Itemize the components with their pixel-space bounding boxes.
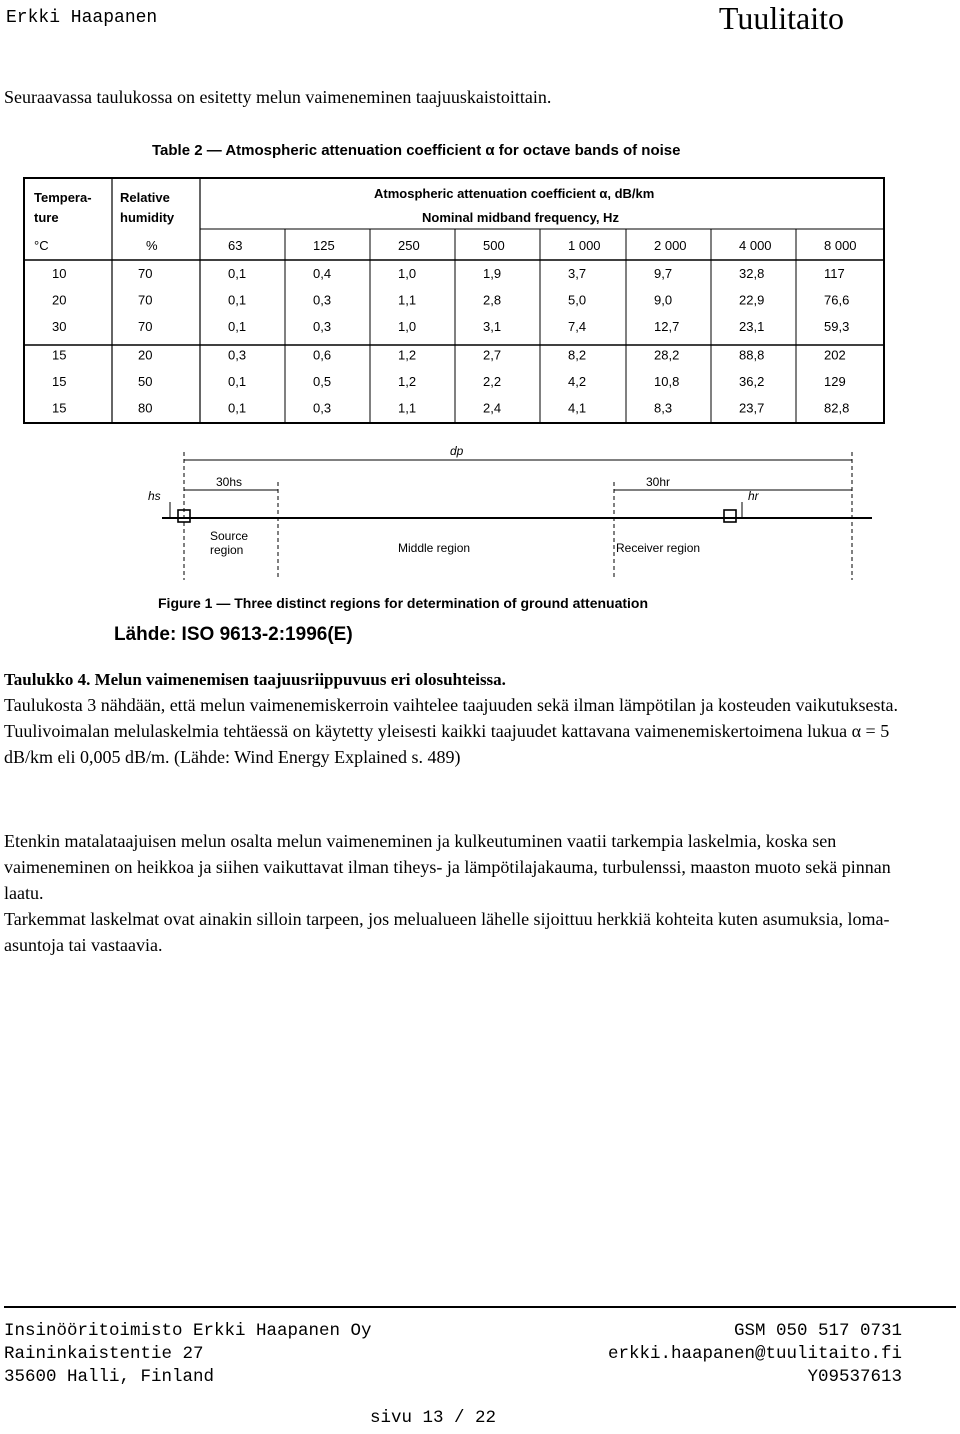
footer-ytunnus: Y09537613: [807, 1367, 902, 1387]
freq-header: 125: [313, 238, 335, 253]
table-cell: 0,5: [313, 374, 332, 389]
source-region-line1: Source: [210, 529, 249, 543]
hs-label: hs: [148, 489, 161, 503]
freq-header: 8 000: [824, 238, 857, 253]
middle-region-label: Middle region: [398, 541, 471, 555]
table-cell: 22,9: [739, 292, 765, 308]
scanned-figure: [22, 130, 888, 650]
paragraph-2b: Tarkemmat laskelmat ovat ainakin silloin tarpeen, jos melualueen lähelle sijoittuu herkkiä kohteita kuten asumuksia, loma-asuntoja tai vastaavia.: [4, 909, 890, 955]
table-cell: 10: [52, 266, 67, 281]
intro-text: Seuraavassa taulukossa on esitetty melun vaimeneminen taajuuskaistoittain.: [4, 87, 552, 107]
table-cell: 5,0: [568, 292, 587, 308]
table-cell: 1,2: [398, 374, 417, 389]
table-cell: 15: [52, 374, 67, 389]
hr-label: hr: [748, 489, 759, 503]
table-cell: 129: [824, 374, 846, 389]
table-cell: 9,7: [654, 266, 673, 281]
footer-street: Raininkaistentie 27: [4, 1344, 204, 1364]
freq-title: Nominal midband frequency, Hz: [422, 210, 619, 225]
table-cell: 3,7: [568, 266, 587, 281]
table-cell: 117: [824, 266, 845, 281]
table-cell: 80: [138, 400, 153, 416]
table-row: [52, 348, 846, 363]
table-cell: 4,2: [568, 374, 587, 389]
table-cell: 0,6: [313, 347, 332, 363]
col-humidity-line2: humidity: [120, 210, 175, 225]
footer-divider: [4, 1306, 956, 1308]
table-cell: 8,2: [568, 347, 587, 363]
table-cell: 3,1: [483, 319, 502, 334]
footer-right: [608, 1320, 902, 1389]
table-cell: 82,8: [824, 400, 850, 416]
table-cell: 2,2: [483, 374, 502, 389]
footer-email[interactable]: erkki.haapanen@tuulitaito.fi: [607, 1344, 902, 1364]
table-cell: 32,8: [739, 266, 765, 281]
table-cell: 0,1: [228, 319, 247, 334]
footer-phone: GSM 050 517 0731: [733, 1321, 902, 1341]
table-cell: 23,1: [739, 319, 765, 334]
paragraph-2: [4, 828, 904, 958]
table-cell: 50: [138, 374, 153, 389]
figure-source: Lähde: ISO 9613-2:1996(E): [114, 624, 353, 645]
paragraph-2a: Etenkin matalataajuisen melun osalta melun vaimeneminen ja kulkeutuminen vaatii tarkempia laskelmia, koska sen vaimeneminen on heikkoa ja siihen vaikuttavat ilman tiheys- ja lämpötilajakauma, turbulenssi, maaston muoto sekä pinnan laatu.: [4, 831, 891, 903]
table-cell: 70: [138, 292, 153, 308]
table-cell: 9,0: [654, 292, 673, 308]
table-caption: Taulukko 4. Melun vaimenemisen taajuusriippuvuus eri olosuhteissa.: [4, 670, 506, 689]
table-cell: 1,1: [398, 400, 417, 416]
table-cell: 30: [52, 319, 67, 334]
freq-header: 4 000: [739, 238, 772, 253]
col-humidity-line1: Relative: [120, 190, 170, 205]
table-cell: 7,4: [568, 319, 587, 334]
table-title: Table 2 — Atmospheric attenuation coefficient α for octave bands of noise: [152, 142, 681, 159]
table-cell: 2,4: [483, 400, 502, 416]
table-cell: 15: [52, 400, 67, 416]
freq-header: 1 000: [568, 238, 601, 253]
table-cell: 70: [138, 266, 153, 281]
table-cell: 1,9: [483, 266, 502, 281]
hs-distance-label: 30hs: [216, 475, 243, 489]
table-cell: 1,2: [398, 347, 417, 363]
table-row: [52, 319, 849, 334]
table-cell: 0,1: [228, 266, 247, 281]
table-cell: 0,3: [228, 347, 247, 363]
table-row: [52, 293, 849, 308]
col-temp-line1: Tempera-: [34, 190, 92, 205]
table-cell: 15: [52, 347, 67, 363]
table-row: [52, 266, 845, 281]
table-cell: 0,3: [313, 292, 332, 308]
table-cell: 0,1: [228, 374, 247, 389]
table-cell: 1,0: [398, 266, 417, 281]
attenuation-table: [24, 142, 884, 423]
table-cell: 76,6: [824, 292, 850, 308]
freq-header: 63: [228, 238, 243, 253]
freq-header: 250: [398, 238, 420, 253]
freq-header: 500: [483, 238, 505, 253]
table-cell: 2,8: [483, 292, 502, 308]
table-cell: 1,0: [398, 319, 417, 334]
page-number: sivu 13 / 22: [370, 1408, 497, 1428]
footer-city: 35600 Halli, Finland: [4, 1367, 215, 1387]
table-cell: 88,8: [739, 347, 765, 363]
table-cell: 20: [138, 347, 153, 363]
table-cell: 2,7: [483, 347, 502, 363]
table-cell: 4,1: [568, 400, 587, 416]
table-cell: 0,3: [313, 319, 332, 334]
table-cell: 23,7: [739, 400, 765, 416]
paragraph-1: Taulukosta 3 nähdään, että melun vaimenemiskerroin vaihtelee taajuuden sekä ilman lämpötilan ja kosteuden vaikutuksesta. Tuulivoimalan melulaskelmia tehtäessä on käytetty yleisesti kaikki taajuudet kattavana vaimenemiskertoimena lukua α = 5 dB/km eli 0,005 dB/m. (Lähde: Wind Energy Explained s. 489): [4, 695, 898, 767]
hr-distance-label: 30hr: [646, 475, 671, 489]
table-cell: 70: [138, 319, 153, 334]
unit-temp: °C: [34, 238, 49, 253]
table-row: [52, 374, 846, 389]
header-author: Erkki Haapanen: [6, 8, 158, 28]
figure-caption: Figure 1 — Three distinct regions for determination of ground attenuation: [158, 595, 649, 611]
ground-regions-figure: [114, 444, 872, 645]
table-cell: 0,4: [313, 266, 332, 281]
receiver-region-label: Receiver region: [616, 541, 701, 555]
table-cell: 36,2: [739, 374, 765, 389]
table-cell: 20: [52, 292, 67, 308]
header-brand: Tuulitaito: [718, 0, 844, 36]
footer-company: Insinööritoimisto Erkki Haapanen Oy: [4, 1321, 372, 1341]
receiver-marker: [724, 510, 736, 522]
dp-label: dp: [450, 444, 464, 458]
table-cell: 59,3: [824, 319, 850, 334]
table-row: [52, 401, 849, 416]
table-cell: 0,3: [313, 400, 332, 416]
table-cell: 28,2: [654, 347, 680, 363]
freq-header: 2 000: [654, 238, 687, 253]
table-cell: 0,1: [228, 400, 247, 416]
col-temp-line2: ture: [34, 210, 59, 225]
source-region-line2: region: [210, 543, 244, 557]
unit-humidity: %: [146, 238, 158, 253]
table-cell: 1,1: [398, 292, 417, 308]
table-cell: 8,3: [654, 400, 673, 416]
coef-title: Atmospheric attenuation coefficient α, dB/km: [374, 186, 655, 201]
table-cell: 12,7: [654, 319, 680, 334]
table-cell: 202: [824, 347, 846, 363]
table-cell: 10,8: [654, 374, 680, 389]
table-cell: 0,1: [228, 292, 247, 308]
footer-left: [4, 1320, 372, 1389]
